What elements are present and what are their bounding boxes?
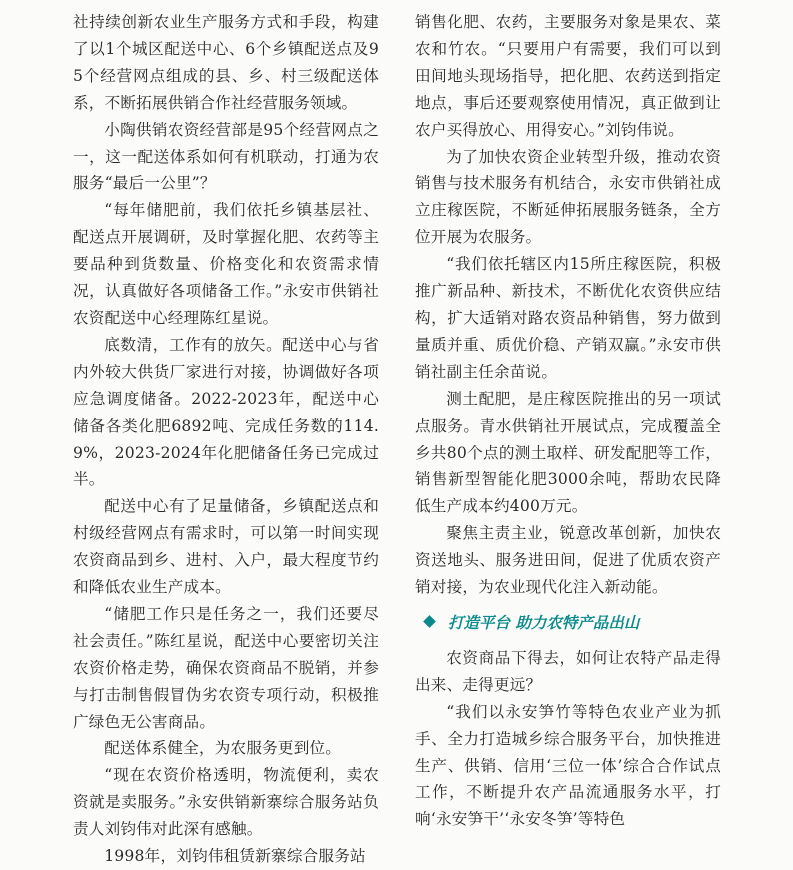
section-heading bbox=[415, 609, 721, 635]
paragraph: 聚焦主责主业，锐意改革创新，加快农资送地头、服务进田间，促进了优质农资产销对接，为农业现代化注入新动能。 bbox=[415, 524, 721, 597]
paragraph: 社持续创新农业生产服务方式和手段，构建了以1个城区配送中心、6个乡镇配送点及95个经营网点组成的县、乡、村三级配送体系，不断拓展供销合作社经营服务领域。 bbox=[73, 13, 379, 112]
paragraph: 配送中心有了足量储备，乡镇配送点和村级经营网点有需求时，可以第一时间实现农资商品到乡、进村、入户，最大程度节约和降低农业生产成本。 bbox=[73, 497, 379, 597]
paragraph: “储肥工作只是任务之一，我们还要尽社会责任。”陈红星说，配送中心要密切关注农资价格走势，确保农资商品不脱销，并参与打击制售假冒伪劣农资专项行动，积极推广绿色无公害商品。 bbox=[73, 604, 379, 731]
paragraph: 农资商品下得去，如何让农特产品走得出来、走得更远？ bbox=[415, 648, 721, 694]
paragraph: 底数清，工作有的放矢。配送中心与省内外较大供货厂家进行对接，协调做好各项应急调度储备。2022-2023年，配送中心储备各类化肥6892吨、完成任务数的114.9%，2023-2024年化肥储备任务已完成过半。 bbox=[73, 335, 379, 489]
paragraph: 1998年，刘钧伟租赁新寨综合服务站 bbox=[104, 847, 366, 866]
section-heading-text: 打造平台 助力农特产品出山 bbox=[448, 613, 640, 632]
right-column bbox=[415, 9, 721, 833]
left-column bbox=[73, 9, 379, 870]
paragraph: 小陶供销农资经营部是95个经营网点之一，这一配送体系如何有机联动，打通为农服务“最后一公里”？ bbox=[73, 120, 379, 193]
paragraph: “现在农资价格透明，物流便利，卖农资就是卖服务。”永安供销新寨综合服务站负责人刘钧伟对此深有感触。 bbox=[73, 766, 379, 839]
paragraph: 销售化肥、农药，主要服务对象是果农、菜农和竹农。“只要用户有需要，我们可以到田间地头现场指导，把化肥、农药送到指定地点，事后还要观察使用情况，真正做到让农户买得放心、用得安心。”刘钧伟说。 bbox=[415, 13, 721, 139]
paragraph: 配送体系健全，为农服务更到位。 bbox=[104, 739, 342, 758]
paragraph: “我们依托辖区内15所庄稼医院，积极推广新品种、新技术，不断优化农资供应结构，扩大适销对路农资品种销售，努力做到量质并重、质优价稳、产销双赢。”永安市供销社副主任余苗说。 bbox=[415, 255, 721, 381]
paragraph: “我们以永安笋竹等特色农业产业为抓手、全力打造城乡综合服务平台，加快推进生产、供销、信用‘三位一体’综合合作试点工作，不断提升农产品流通服务水平，打响‘永安笋干’‘永安冬笋’等特色 bbox=[415, 702, 721, 829]
paragraph: “每年储肥前，我们依托乡镇基层社、配送点开展调研，及时掌握化肥、农药等主要品种到货数量、价格变化和农资需求情况，认真做好各项储备工作。”永安市供销社农资配送中心经理陈红星说。 bbox=[73, 201, 379, 327]
paragraph: 为了加快农资企业转型升级，推动农资销售与技术服务有机结合，永安市供销社成立庄稼医院，不断延伸拓展服务链条，全方位开展为农服务。 bbox=[415, 147, 721, 247]
paragraph: 测土配肥，是庄稼医院推出的另一项试点服务。青水供销社开展试点，完成覆盖全乡共80个点的测土取样、研发配肥等工作，销售新型智能化肥3000余吨，帮助农民降低生产成本约400万元。 bbox=[415, 389, 721, 516]
diamond-bullet-icon bbox=[423, 616, 436, 629]
